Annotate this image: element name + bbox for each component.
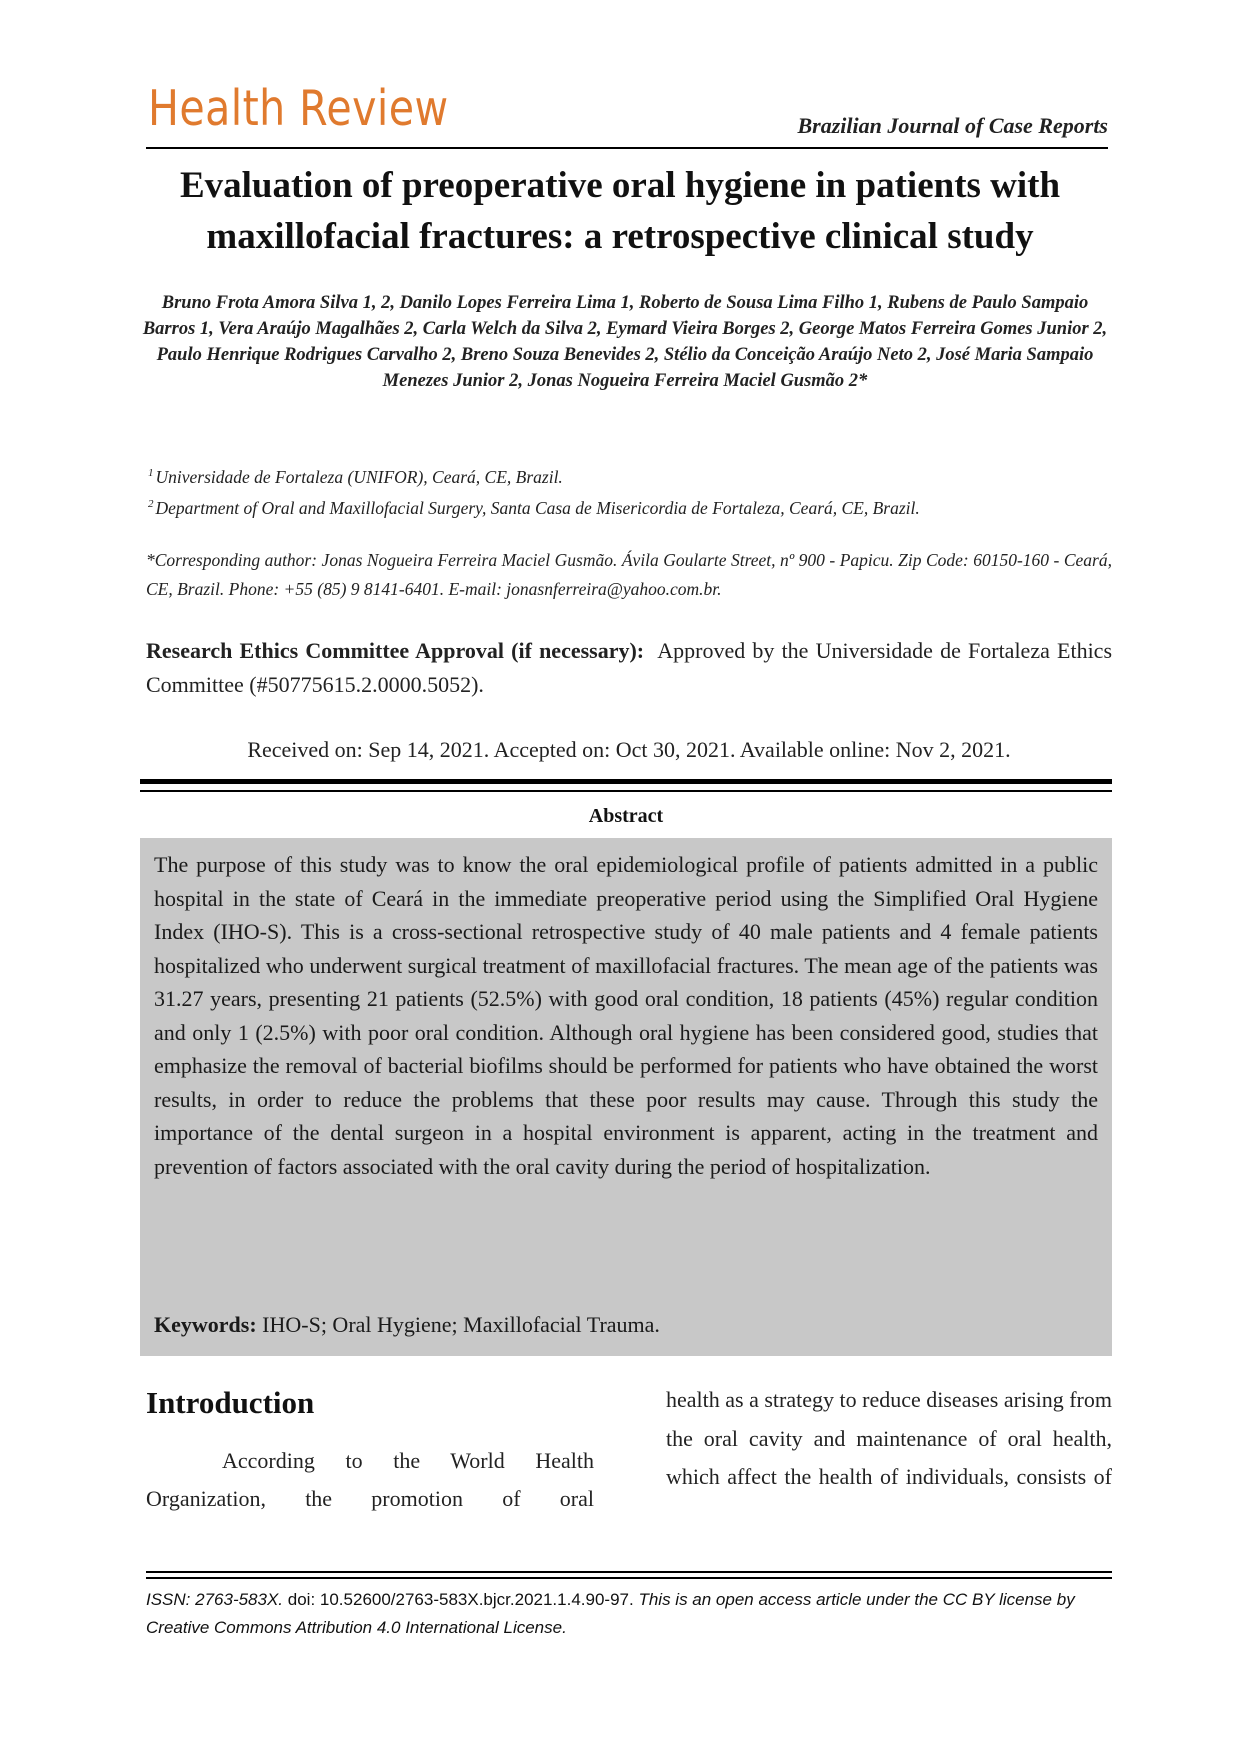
publication-dates: Received on: Sep 14, 2021. Accepted on: Oct 30, 2021. Available online: Nov 2, 2021. bbox=[247, 737, 1011, 762]
abstract-divider-thick bbox=[140, 779, 1112, 784]
header-divider bbox=[146, 147, 1108, 149]
journal-logo: Health Review bbox=[148, 80, 449, 137]
ethics-approval bbox=[146, 634, 1112, 702]
author-list: Bruno Frota Amora Silva 1, 2, Danilo Lopes Ferreira Lima 1, Roberto de Sousa Lima Filho 1, Rubens de Paulo Sampaio Barros 1, Vera Araújo Magalhães 2, Carla Welch da Silva 2, Eymard Vieira Borges 2, George Matos Ferreira Gomes Junior 2, Paulo Henrique Rodrigues Carvalho 2, Breno Souza Benevides 2, Stélio da Conceição Araújo Neto 2, José Maria Sampaio Menezes Junior 2, Jonas Nogueira Ferreira Maciel Gusmão 2* bbox=[142, 293, 1108, 391]
footer-divider-top bbox=[146, 1571, 1112, 1573]
abstract-divider-thin bbox=[140, 790, 1112, 792]
footer-doi: doi: 10.52600/2763-583X.bjcr.2021.1.4.90-97. bbox=[287, 1590, 634, 1609]
article-title: Evaluation of preoperative oral hygiene in patients with maxillofacial fractures: a retrospective clinical study bbox=[179, 165, 1061, 257]
abstract-box bbox=[140, 838, 1112, 1356]
journal-name: Brazilian Journal of Case Reports bbox=[797, 113, 1108, 138]
abstract-text: The purpose of this study was to know the oral epidemiological profile of patients admitted in a public hospital in the state of Ceará in the immediate preoperative period using the Simplified Oral Hygiene Index (IHO-S). This is a cross-sectional retrospective study of 40 male patients and 4 female patients hospitalized who underwent surgical treatment of maxillofacial fractures. The mean age of the patients was 31.27 years, presenting 21 patients (52.5%) with good oral condition, 18 patients (45%) regular condition and only 1 (2.5%) with poor oral condition. Although oral hygiene has been considered good, studies that emphasize the removal of bacterial biofilms should be performed for patients who have obtained the worst results, in order to reduce the problems that these poor results may cause. Through this study the importance of the dental surgeon in a hospital environment is apparent, acting in the treatment and prevention of factors associated with the oral cavity during the period of hospitalization. bbox=[154, 852, 1098, 1179]
keywords-label: Keywords: bbox=[154, 1312, 257, 1337]
affiliation-text: Universidade de Fortaleza (UNIFOR), Ceará, CE, Brazil. bbox=[155, 466, 563, 487]
affiliation-number: 1 bbox=[148, 467, 154, 479]
affiliation-1 bbox=[148, 460, 920, 491]
corresponding-author: *Corresponding author: Jonas Nogueira Ferreira Maciel Gusmão. Ávila Goularte Street, nº 900 - Papicu. Zip Code: 60150-160 - Ceará, CE, Brazil. Phone: +55 (85) 9 8141-6401. E-mail: jonasnferreira@yahoo.com.br. bbox=[146, 550, 1112, 599]
introduction-heading: Introduction bbox=[146, 1385, 315, 1420]
introduction-left-column: According to the World Health Organization, the promotion of oral bbox=[146, 1448, 594, 1511]
affiliation-number: 2 bbox=[148, 498, 154, 510]
keywords bbox=[154, 1310, 660, 1340]
footer-divider-bottom bbox=[146, 1577, 1112, 1579]
ethics-label: Research Ethics Committee Approval (if necessary): bbox=[146, 638, 645, 663]
abstract-heading: Abstract bbox=[588, 805, 664, 827]
ethics-text: Approved by the Universidade de Fortaleza Ethics Committee (#50775615.2.0000.5052). bbox=[146, 638, 1113, 697]
affiliations bbox=[148, 460, 920, 522]
footer-license: This is an open access article under the CC BY license by Creative Commons Attribution 4.0 International License. bbox=[146, 1590, 1075, 1637]
keywords-text: IHO-S; Oral Hygiene; Maxillofacial Trauma. bbox=[262, 1312, 660, 1337]
footer-issn: ISSN: 2763-583X. bbox=[146, 1590, 284, 1609]
page-footer bbox=[146, 1586, 1112, 1642]
affiliation-2 bbox=[148, 491, 920, 522]
affiliation-text: Department of Oral and Maxillofacial Surgery, Santa Casa de Misericordia de Fortaleza, Ceará, CE, Brazil. bbox=[155, 497, 920, 518]
introduction-right-column: health as a strategy to reduce diseases arising from the oral cavity and maintenance of oral health, which affect the health of individuals, consists of bbox=[666, 1387, 1112, 1489]
